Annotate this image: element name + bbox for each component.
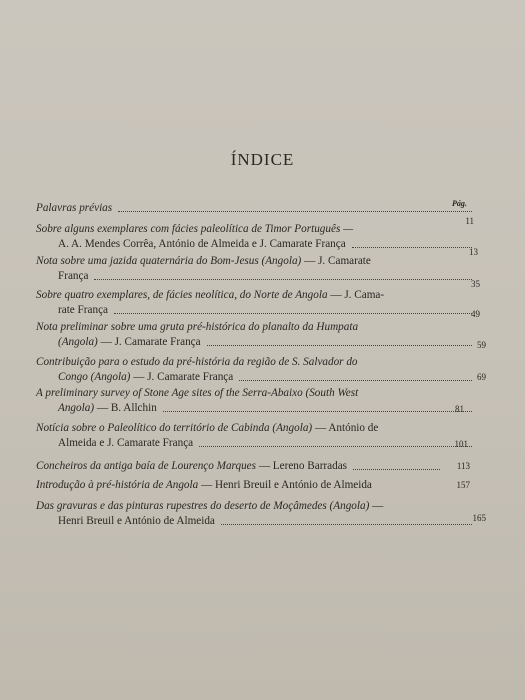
toc-entry	[36, 478, 446, 493]
entry-text: A preliminary survey of Stone Age sites of the Serra-Abaixo (South West	[36, 387, 359, 399]
entry-text: Nota sobre uma jazida quaternária do Bom-Jesus (Angola) — J. Camarate	[36, 255, 371, 267]
entry-text: Contribuição para o estudo da pré-história da região de S. Salvador do	[36, 356, 358, 368]
entry-text: (Angola) — J. Camarate França	[58, 336, 201, 348]
dot-leader	[221, 523, 472, 525]
page-number: 49	[471, 309, 480, 319]
page-number: 81	[455, 404, 464, 414]
dot-leader	[353, 468, 440, 470]
entry-text: Congo (Angola) — J. Camarate França	[58, 371, 234, 383]
dot-leader	[114, 312, 472, 314]
dot-leader	[94, 278, 472, 280]
toc-entry	[36, 459, 444, 474]
page-number: 59	[477, 340, 486, 350]
entry-text: A. A. Mendes Corrêa, António de Almeida e J. Camarate França	[58, 238, 346, 250]
page-number: 165	[472, 513, 486, 523]
dot-leader	[207, 344, 472, 346]
entry-text: rate França	[58, 304, 108, 316]
entry-text: Concheiros da antiga baía de Lourenço Marques — Lereno Barradas	[36, 460, 348, 472]
page-number: 113	[456, 461, 470, 471]
toc-entry	[36, 320, 476, 350]
toc-entry	[36, 499, 476, 529]
toc-entry	[36, 201, 476, 216]
entry-text: Sobre quatro exemplares, de fácies neolítica, do Norte de Angola — J. Cama-	[36, 289, 385, 301]
toc-entry	[36, 386, 476, 416]
toc-entry	[36, 222, 476, 252]
entry-text: Nota preliminar sobre uma gruta pré-histórica do planalto da Humpata	[36, 321, 359, 333]
page-number: 101	[454, 439, 468, 449]
entry-text: Henri Breuil e António de Almeida	[58, 515, 215, 527]
page-title: ÍNDICE	[230, 150, 295, 169]
entry-text: Almeida e J. Camarate França	[58, 437, 194, 449]
dot-leader	[118, 210, 472, 212]
entry-text: Introdução à pré-história de Angola — Henri Breuil e António de Almeida	[36, 479, 372, 491]
toc-entry	[36, 421, 476, 451]
dot-leader	[239, 379, 472, 381]
entry-text: Das gravuras e das pinturas rupestres do deserto de Moçâmedes (Angola) —	[36, 500, 384, 512]
entry-text: França	[58, 270, 89, 282]
page-column-label: Pág.	[452, 199, 467, 208]
page-number: 157	[456, 480, 470, 490]
page-number: 35	[471, 279, 480, 289]
entry-text: Palavras prévias	[36, 202, 113, 214]
entry-text: Sobre alguns exemplares com fácies paleolítica de Timor Português —	[36, 223, 354, 235]
page-number: 69	[477, 372, 486, 382]
entry-text: Notícia sobre o Paleolítico do território de Cabinda (Angola) — António de	[36, 422, 379, 434]
toc-entry	[36, 254, 476, 284]
toc-entry	[36, 355, 476, 385]
page-number: 13	[469, 247, 478, 257]
entry-text: Angola) — B. Allchin	[58, 402, 157, 414]
page-number: 11	[465, 216, 474, 226]
toc-entry	[36, 288, 476, 318]
